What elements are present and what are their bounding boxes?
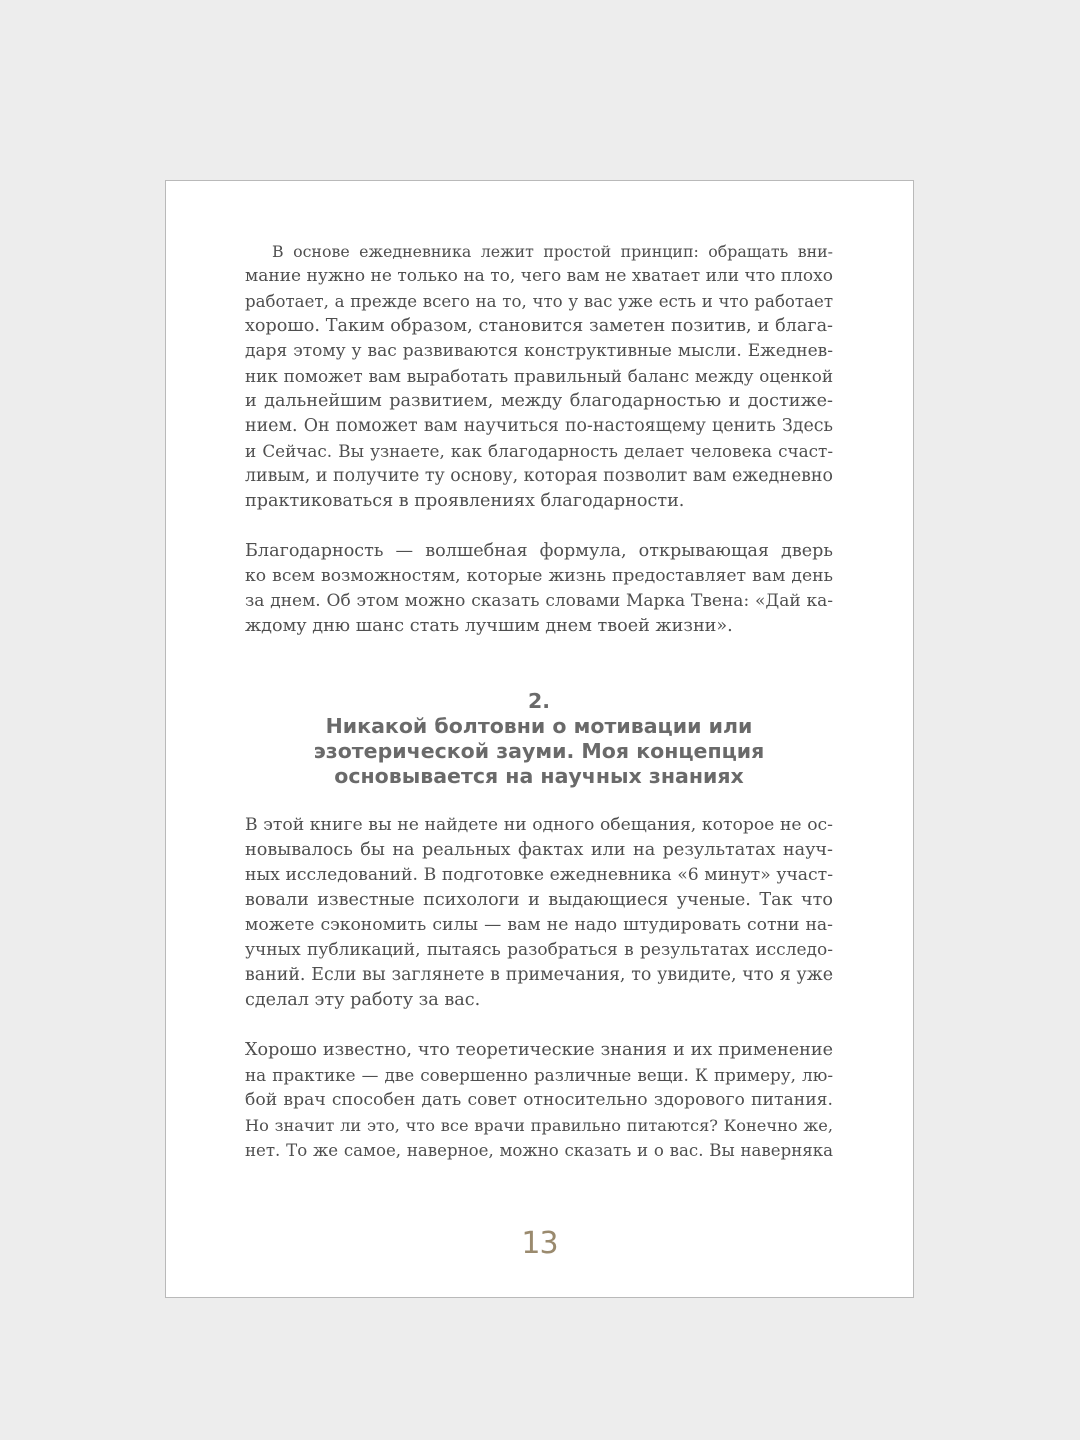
text-line: ливым, и получите ту основу, которая позволит вам ежедневно	[245, 466, 833, 486]
section-title-line: основывается на научных знаниях	[334, 764, 744, 788]
section-heading	[245, 689, 833, 789]
text-line: и дальнейшим развитием, между благодарностью и достиже-	[245, 391, 833, 411]
paragraph-gap	[245, 514, 833, 539]
text-line: В этой книге вы не найдете ни одного обещания, которое не ос-	[245, 815, 833, 835]
text-line: ных исследований. В подготовке ежедневника «6 минут» участ-	[245, 865, 833, 885]
text-line: Благодарность — волшебная формула, открывающая дверь	[245, 541, 833, 561]
paragraph-3	[245, 813, 833, 1013]
text-line: нием. Он поможет вам научиться по-настоящему ценить Здесь	[245, 416, 833, 436]
book-page	[165, 180, 914, 1298]
page-content	[245, 239, 833, 1163]
section-title-line: эзотерической зауми. Моя концепция	[313, 739, 765, 763]
text-line: за днем. Об этом можно сказать словами Марка Твена: «Дай ка-	[245, 591, 833, 611]
text-line: нет. То же самое, наверное, можно сказать и о вас. Вы наверняка	[245, 1141, 833, 1160]
text-line: новывалось бы на реальных фактах или на результатах науч-	[245, 840, 833, 860]
text-line: Но значит ли это, что все врачи правильно питаются? Конечно же,	[245, 1116, 833, 1135]
text-line: даря этому у вас развиваются конструктивные мысли. Ежеднев-	[245, 341, 833, 361]
text-line: ваний. Если вы заглянете в примечания, то увидите, что я уже	[245, 965, 833, 985]
page-number: 13	[521, 1226, 558, 1261]
paragraph-4	[245, 1038, 833, 1163]
text-line: вовали известные психологи и выдающиеся ученые. Так что	[245, 890, 833, 910]
text-line: практиковаться в проявлениях благодарности.	[245, 491, 685, 511]
text-line: мание нужно не только на то, чего вам не хватает или что плохо	[245, 266, 833, 286]
paragraph-1	[245, 239, 833, 514]
section-number: 2.	[527, 689, 551, 713]
text-line: В основе ежедневника лежит простой принцип: обращать вни-	[272, 242, 833, 261]
text-line: ник поможет вам выработать правильный баланс между оценкой	[245, 366, 833, 386]
paragraph-2	[245, 539, 833, 639]
text-line: Хорошо известно, что теоретические знания и их применение	[245, 1040, 833, 1060]
text-line: сделал эту работу за вас.	[245, 990, 481, 1010]
paragraph-gap	[245, 1013, 833, 1038]
text-line: ждому дню шанс стать лучшим днем твоей жизни».	[245, 616, 733, 636]
text-line: на практике — две совершенно различные вещи. К примеру, лю-	[245, 1065, 833, 1085]
text-line: хорошо. Таким образом, становится заметен позитив, и блага-	[245, 316, 833, 336]
text-line: бой врач способен дать совет относительно здорового питания.	[245, 1090, 833, 1110]
section-title-line: Никакой болтовни о мотивации или	[325, 714, 753, 738]
text-line: можете сэкономить силы — вам не надо штудировать сотни на-	[245, 915, 833, 935]
text-line: работает, а прежде всего на то, что у вас уже есть и что работает	[245, 292, 833, 311]
text-line: и Сейчас. Вы узнаете, как благодарность делает человека счаст-	[245, 441, 833, 461]
text-line: ко всем возможностям, которые жизнь предоставляет вам день	[245, 566, 833, 586]
text-line: учных публикаций, пытаясь разобраться в результатах исследо-	[245, 940, 833, 960]
